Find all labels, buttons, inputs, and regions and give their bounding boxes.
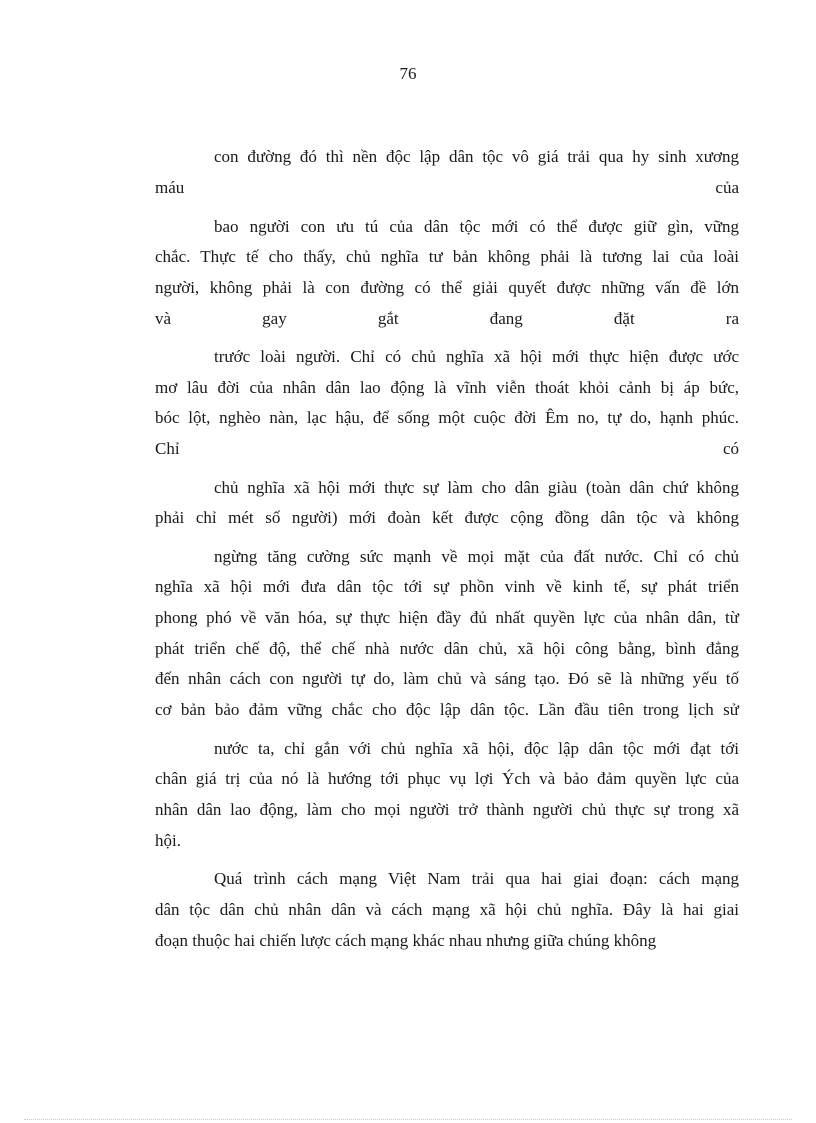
text-line: ngừng tăng cường sức mạnh về mọi mặt của đất nước. Chỉ có chủ [214, 547, 739, 566]
text-line: và gay gắt đang đặt ra [155, 309, 739, 328]
text-line: phải chỉ mét số người) mới đoàn kết được cộng đồng dân tộc và không [155, 508, 739, 527]
text-line: đoạn thuộc hai chiến lược cách mạng khác nhau nhưng giữa chúng không [155, 931, 657, 950]
text-line: cơ bản bảo đảm vững chắc cho độc lập dân tộc. Lần đầu tiên trong lịch sử [155, 700, 739, 719]
text-line: nước ta, chỉ gắn với chủ nghĩa xã hội, độc lập dân tộc mới đạt tới [214, 739, 739, 758]
text-line: nghĩa xã hội mới đưa dân tộc tới sự phồn vinh về kinh tế, sự phát triển [155, 577, 739, 596]
text-line: dân tộc dân chủ nhân dân và cách mạng xã hội chủ nghĩa. Đây là hai giai [155, 900, 739, 919]
text-line: phong phó về văn hóa, sự thực hiện đầy đủ nhất quyền lực của nhân dân, từ [155, 608, 739, 627]
page-number: 76 [399, 64, 417, 83]
text-line: máu của [155, 178, 739, 197]
text-line: mơ lâu đời của nhân dân lao động là vĩnh viễn thoát khỏi cảnh bị áp bức, [155, 378, 739, 397]
text-line: Quá trình cách mạng Việt Nam trải qua hai giai đoạn: cách mạng [214, 869, 739, 888]
text-line: bao người con ưu tú của dân tộc mới có thể được giữ gìn, vững [214, 217, 739, 236]
text-line: trước loài người. Chỉ có chủ nghĩa xã hội mới thực hiện được ước [214, 347, 739, 366]
text-line: đến nhân cách con người tự do, làm chủ và sáng tạo. Đó sẽ là những yếu tố [155, 669, 739, 688]
text-line: phát triển chế độ, thể chế nhà nước dân chủ, xã hội công bằng, bình đẳng [155, 639, 739, 658]
text-line: bóc lột, nghèo nàn, lạc hậu, để sống một cuộc đời Êm no, tự do, hạnh phúc. [155, 408, 739, 427]
text-line: người, không phải là con đường có thể giải quyết được những vấn đề lớn [155, 278, 739, 297]
text-line: Chỉ có [155, 439, 739, 458]
text-line: hội. [155, 831, 181, 850]
text-line: nhân dân lao động, làm cho mọi người trở thành người chủ thực sự trong xã [155, 800, 739, 819]
text-line: chân giá trị của nó là hướng tới phục vụ lợi Ých và bảo đảm quyền lực của [155, 769, 739, 788]
page-bottom-rule [24, 1119, 792, 1120]
text-line: con đường đó thì nền độc lập dân tộc vô giá trải qua hy sinh xương [214, 147, 739, 166]
text-line: chủ nghĩa xã hội mới thực sự làm cho dân giàu (toàn dân chứ không [214, 478, 739, 497]
text-line: chắc. Thực tế cho thấy, chủ nghĩa tư bản không phải là tương lai của loài [155, 247, 739, 266]
